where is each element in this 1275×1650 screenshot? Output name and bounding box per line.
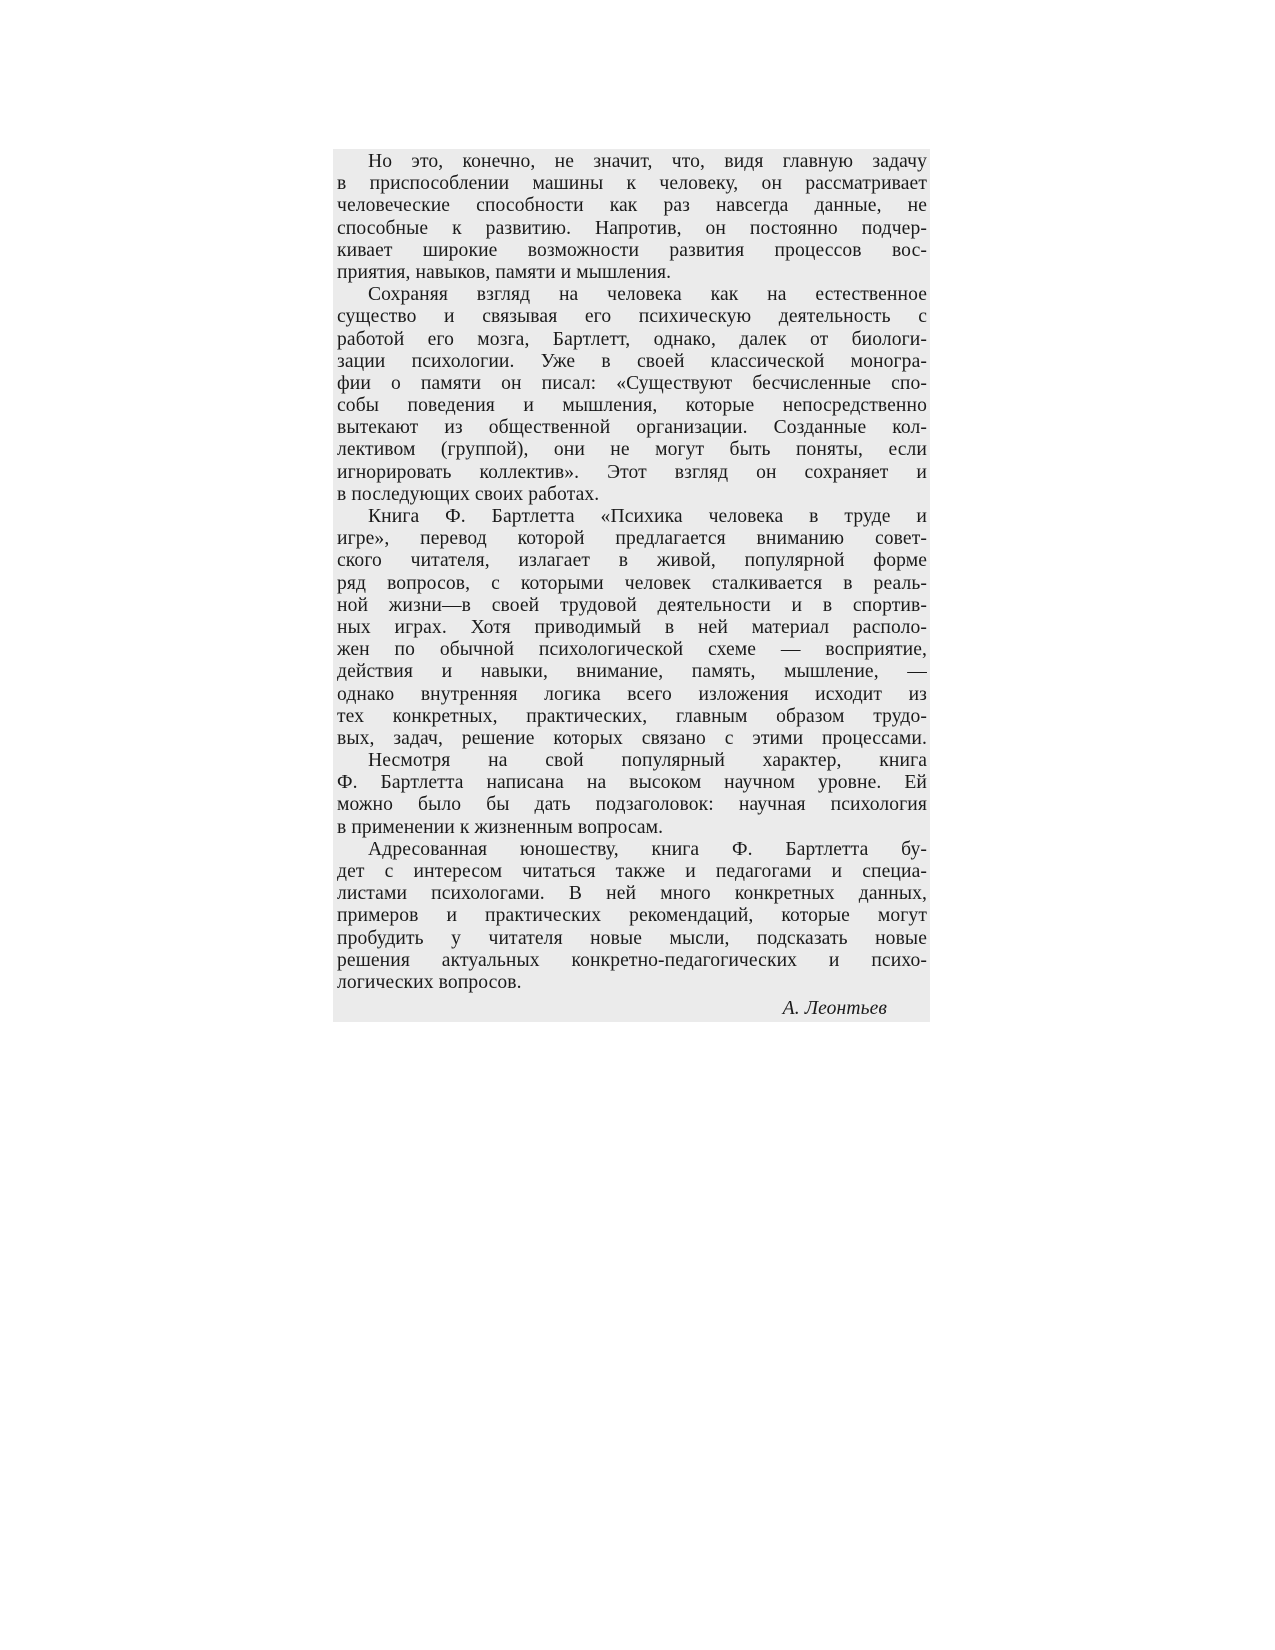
text-line: в приспособлении машины к человеку, он рассматривает: [337, 173, 927, 195]
text-line: Ф. Бартлетта написана на высоком научном уровне. Ей: [337, 772, 927, 794]
text-line: кивает широкие возможности развития процессов вос-: [337, 239, 927, 261]
text-line: ной жизни—в своей трудовой деятельности и в спортив-: [337, 594, 927, 616]
text-line: пробудить у читателя новые мысли, подсказать новые: [337, 927, 927, 949]
text-line: фии о памяти он писал: «Существуют бесчисленные спо-: [337, 372, 927, 394]
text-line: игнорировать коллектив». Этот взгляд он сохраняет и: [337, 461, 927, 483]
preface-text: [337, 151, 927, 1022]
text-line: однако внутренняя логика всего изложения исходит из: [337, 683, 927, 705]
text-line: Но это, конечно, не значит, что, видя главную задачу: [368, 151, 927, 172]
text-line: тех конкретных, практических, главным образом трудо-: [337, 705, 927, 727]
text-line: можно было бы дать подзаголовок: научная психология: [337, 794, 927, 816]
text-line: человеческие способности как раз навсегда данные, не: [337, 195, 927, 217]
text-line: лективом (группой), они не могут быть поняты, если: [337, 439, 927, 461]
text-line: жен по обычной психологической схеме — восприятие,: [337, 639, 927, 661]
text-line: работой его мозга, Бартлетт, однако, далек от биологи-: [337, 328, 927, 350]
text-line: Книга Ф. Бартлетта «Психика человека в труде и: [368, 506, 927, 527]
text-line: Несмотря на свой популярный характер, книга: [368, 750, 927, 772]
text-line: Сохраняя взгляд на человека как на естественное: [368, 284, 927, 306]
text-line: решения актуальных конкретно-педагогических и психо-: [337, 949, 927, 971]
text-line: Адресованная юношеству, книга Ф. Бартлетта бу-: [368, 838, 927, 860]
text-line: дет с интересом читаться также и педагогами и специа-: [337, 861, 927, 882]
text-line: существо и связывая его психическую деятельность с: [337, 306, 927, 328]
text-line: листами психологами. В ней много конкретных данных,: [337, 883, 927, 905]
text-line: приятия, навыков, памяти и мышления.: [337, 261, 672, 283]
text-line: в применении к жизненным вопросам.: [337, 816, 664, 838]
text-line: способные к развитию. Напротив, он постоянно подчер-: [337, 217, 927, 239]
text-line: в последующих своих работах.: [337, 483, 600, 505]
text-line: ского читателя, излагает в живой, популярной форме: [337, 550, 927, 572]
text-line: вых, задач, решение которых связано с этими процессами.: [337, 727, 927, 749]
text-line: логических вопросов.: [337, 971, 522, 993]
author-signature: А. Леонтьев: [782, 998, 887, 1020]
text-line: зации психологии. Уже в своей классической моногра-: [337, 350, 927, 372]
text-line: вытекают из общественной организации. Созданные кол-: [337, 417, 927, 439]
text-line: собы поведения и мышления, которые непосредственно: [337, 395, 927, 417]
text-line: игре», перевод которой предлагается вниманию совет-: [337, 528, 927, 550]
text-line: действия и навыки, внимание, память, мышление, —: [337, 661, 927, 683]
text-line: примеров и практических рекомендаций, которые могут: [337, 905, 927, 927]
text-line: ных играх. Хотя приводимый в ней материал располо-: [337, 616, 927, 638]
text-line: ряд вопросов, с которыми человек сталкивается в реаль-: [337, 572, 927, 594]
